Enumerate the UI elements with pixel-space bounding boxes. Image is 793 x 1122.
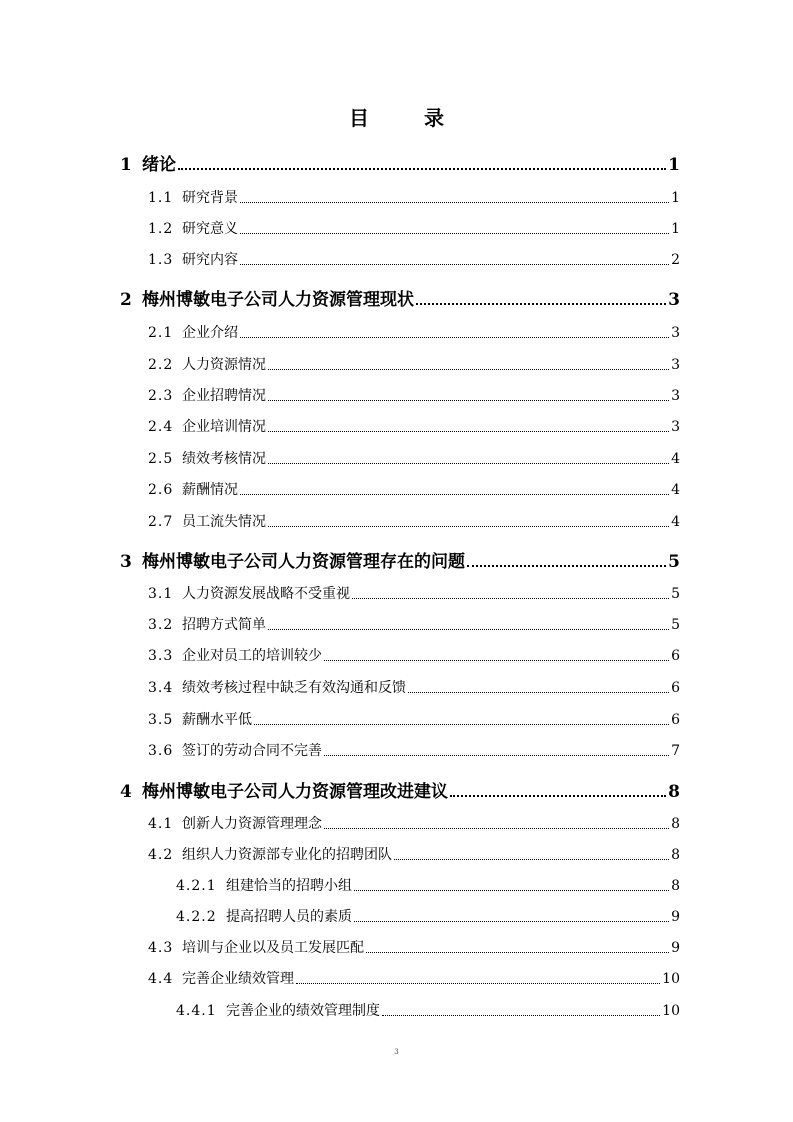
- toc-entry[interactable]: [120, 547, 680, 572]
- toc-entry[interactable]: [148, 385, 680, 405]
- toc-entry-number: 3.2: [148, 617, 174, 633]
- toc-entry-number: 2.7: [148, 514, 174, 530]
- toc-entry-title: 培训与企业以及员工发展匹配: [182, 940, 364, 956]
- toc-entry-page: 8: [668, 782, 680, 802]
- toc-entry-title: 研究意义: [182, 221, 238, 237]
- toc-entry-page: 3: [671, 357, 680, 373]
- toc-entry[interactable]: [148, 354, 680, 374]
- toc-entry-title: 人力资源情况: [182, 357, 266, 373]
- toc-entry-title: 完善企业绩效管理: [182, 971, 294, 987]
- toc-entry[interactable]: [148, 583, 680, 603]
- toc-entry[interactable]: [148, 187, 680, 207]
- toc-entry-number: 3: [120, 552, 132, 572]
- toc-entry[interactable]: [148, 614, 680, 634]
- toc-dot-leader: [178, 167, 666, 170]
- toc-entry-page: 8: [671, 816, 680, 832]
- toc-entry[interactable]: [176, 1000, 680, 1020]
- toc-entry-title: 薪酬情况: [182, 482, 238, 498]
- toc-dot-leader: [408, 691, 669, 693]
- toc-entry[interactable]: [148, 249, 680, 269]
- toc-entry-number: 3.6: [148, 743, 174, 759]
- toc-entry-page: 1: [668, 155, 680, 175]
- toc-dot-leader: [382, 1014, 660, 1016]
- toc-dot-leader: [324, 827, 669, 829]
- toc-entry-title: 梅州博敏电子公司人力资源管理存在的问题: [142, 552, 465, 572]
- toc-entry-page: 10: [662, 1003, 680, 1019]
- toc-entry-page: 8: [671, 878, 680, 894]
- toc-entry-number: 2.2: [148, 357, 174, 373]
- toc-entry[interactable]: [148, 813, 680, 833]
- toc-entry[interactable]: [148, 844, 680, 864]
- toc-entry-page: 2: [671, 252, 680, 268]
- toc-entry-page: 4: [671, 514, 680, 530]
- toc-entry-number: 2: [120, 290, 132, 310]
- toc-dot-leader: [296, 982, 660, 984]
- toc-entry-number: 4.2.2: [176, 909, 217, 925]
- toc-entry-title: 薪酬水平低: [182, 712, 252, 728]
- toc-entry-page: 3: [668, 290, 680, 310]
- toc-entry-page: 5: [671, 617, 680, 633]
- toc-entry-title: 企业对员工的培训较少: [182, 648, 322, 664]
- toc-entry-number: 1.3: [148, 252, 174, 268]
- toc-entry-number: 4.4: [148, 971, 174, 987]
- toc-entry-title: 企业招聘情况: [182, 388, 266, 404]
- toc-entry-number: 2.5: [148, 451, 174, 467]
- toc-entry-title: 员工流失情况: [182, 514, 266, 530]
- toc-entry-page: 3: [671, 388, 680, 404]
- page-title: 目 录: [349, 106, 468, 130]
- toc-entry-number: 1: [120, 155, 132, 175]
- toc-dot-leader: [450, 794, 666, 797]
- toc-entry[interactable]: [148, 968, 680, 988]
- toc-entry[interactable]: [120, 285, 680, 310]
- toc-entry[interactable]: [148, 511, 680, 531]
- toc-entry-page: 10: [662, 971, 680, 987]
- toc-entry-number: 2.6: [148, 482, 174, 498]
- toc-dot-leader: [268, 368, 669, 370]
- toc-entry-title: 研究背景: [182, 190, 238, 206]
- toc-entry-title: 人力资源发展战略不受重视: [182, 586, 350, 602]
- toc-entry-page: 4: [671, 451, 680, 467]
- toc-dot-leader: [352, 597, 669, 599]
- toc-dot-leader: [324, 754, 669, 756]
- toc-entry-number: 3.1: [148, 586, 174, 602]
- toc-entry-page: 4: [671, 482, 680, 498]
- toc-entry-title: 企业介绍: [182, 325, 238, 341]
- toc-entry-title: 企业培训情况: [182, 419, 266, 435]
- toc-entry-title: 提高招聘人员的素质: [226, 909, 352, 925]
- toc-entry-page: 5: [668, 552, 680, 572]
- toc-entry-title: 梅州博敏电子公司人力资源管理改进建议: [142, 782, 448, 802]
- toc-entry-page: 8: [671, 847, 680, 863]
- toc-entry-title: 绩效考核情况: [182, 451, 266, 467]
- toc-entry-title: 组建恰当的招聘小组: [226, 878, 352, 894]
- toc-entry-title: 研究内容: [182, 252, 238, 268]
- toc-entry[interactable]: [148, 677, 680, 697]
- toc-entry-page: 9: [671, 940, 680, 956]
- toc-entry-page: 3: [671, 325, 680, 341]
- toc-entry-number: 1.1: [148, 190, 174, 206]
- toc-entry-title: 签订的劳动合同不完善: [182, 743, 322, 759]
- toc-entry-title: 梅州博敏电子公司人力资源管理现状: [142, 290, 414, 310]
- toc-entry[interactable]: [148, 937, 680, 957]
- toc-entry-page: 7: [671, 743, 680, 759]
- toc-entry-number: 4.2: [148, 847, 174, 863]
- toc-entry-title: 绩效考核过程中缺乏有效沟通和反馈: [182, 680, 406, 696]
- toc-entry[interactable]: [148, 416, 680, 436]
- toc-dot-leader: [240, 232, 669, 234]
- toc-entry[interactable]: [120, 777, 680, 802]
- toc-entry-number: 3.5: [148, 712, 174, 728]
- toc-entry[interactable]: [176, 906, 680, 926]
- toc-entry-title: 创新人力资源管理理念: [182, 816, 322, 832]
- toc-entry-number: 4: [120, 782, 132, 802]
- toc-entry-number: 2.1: [148, 325, 174, 341]
- toc-entry-page: 5: [671, 586, 680, 602]
- footer-page-number: 3: [394, 1048, 399, 1056]
- toc-entry-page: 1: [671, 221, 680, 237]
- toc-entry[interactable]: [148, 218, 680, 238]
- toc-entry-number: 4.1: [148, 816, 174, 832]
- toc-dot-leader: [324, 659, 669, 661]
- toc-entry-number: 3.4: [148, 680, 174, 696]
- toc-entry-number: 4.2.1: [176, 878, 217, 894]
- toc-dot-leader: [268, 430, 669, 432]
- toc-entry[interactable]: [176, 875, 680, 895]
- toc-entry-title: 完善企业的绩效管理制度: [226, 1003, 380, 1019]
- toc-entry-number: 3.3: [148, 648, 174, 664]
- toc-entry-page: 3: [671, 419, 680, 435]
- toc-entry-page: 9: [671, 909, 680, 925]
- toc-dot-leader: [394, 858, 669, 860]
- toc-dot-leader: [240, 263, 669, 265]
- toc-dot-leader: [240, 336, 669, 338]
- toc-entry[interactable]: [148, 709, 680, 729]
- toc-entry-number: 2.4: [148, 419, 174, 435]
- toc-dot-leader: [268, 628, 669, 630]
- toc-entry[interactable]: [148, 479, 680, 499]
- toc-entry[interactable]: [148, 740, 680, 760]
- toc-dot-leader: [268, 525, 669, 527]
- toc-dot-leader: [268, 399, 669, 401]
- toc-entry-title: 组织人力资源部专业化的招聘团队: [182, 847, 392, 863]
- toc-entry-number: 2.3: [148, 388, 174, 404]
- toc-dot-leader: [268, 462, 669, 464]
- toc-entry-page: 6: [671, 712, 680, 728]
- toc-dot-leader: [240, 493, 669, 495]
- toc-entry-page: 6: [671, 648, 680, 664]
- toc-entry-number: 4.4.1: [176, 1003, 217, 1019]
- toc-entry-page: 6: [671, 680, 680, 696]
- toc-dot-leader: [467, 564, 666, 567]
- toc-entry[interactable]: [148, 448, 680, 468]
- toc-entry[interactable]: [120, 150, 680, 175]
- toc-entry-title: 绪论: [142, 155, 176, 175]
- toc-dot-leader: [354, 889, 669, 891]
- toc-dot-leader: [254, 723, 669, 725]
- toc-entry[interactable]: [148, 645, 680, 665]
- toc-entry-page: 1: [671, 190, 680, 206]
- toc-entry[interactable]: [148, 322, 680, 342]
- toc-dot-leader: [354, 920, 669, 922]
- toc-dot-leader: [240, 201, 669, 203]
- toc-dot-leader: [416, 302, 666, 305]
- toc-dot-leader: [366, 951, 669, 953]
- toc-entry-title: 招聘方式简单: [182, 617, 266, 633]
- toc-entry-number: 4.3: [148, 940, 174, 956]
- toc-entry-number: 1.2: [148, 221, 174, 237]
